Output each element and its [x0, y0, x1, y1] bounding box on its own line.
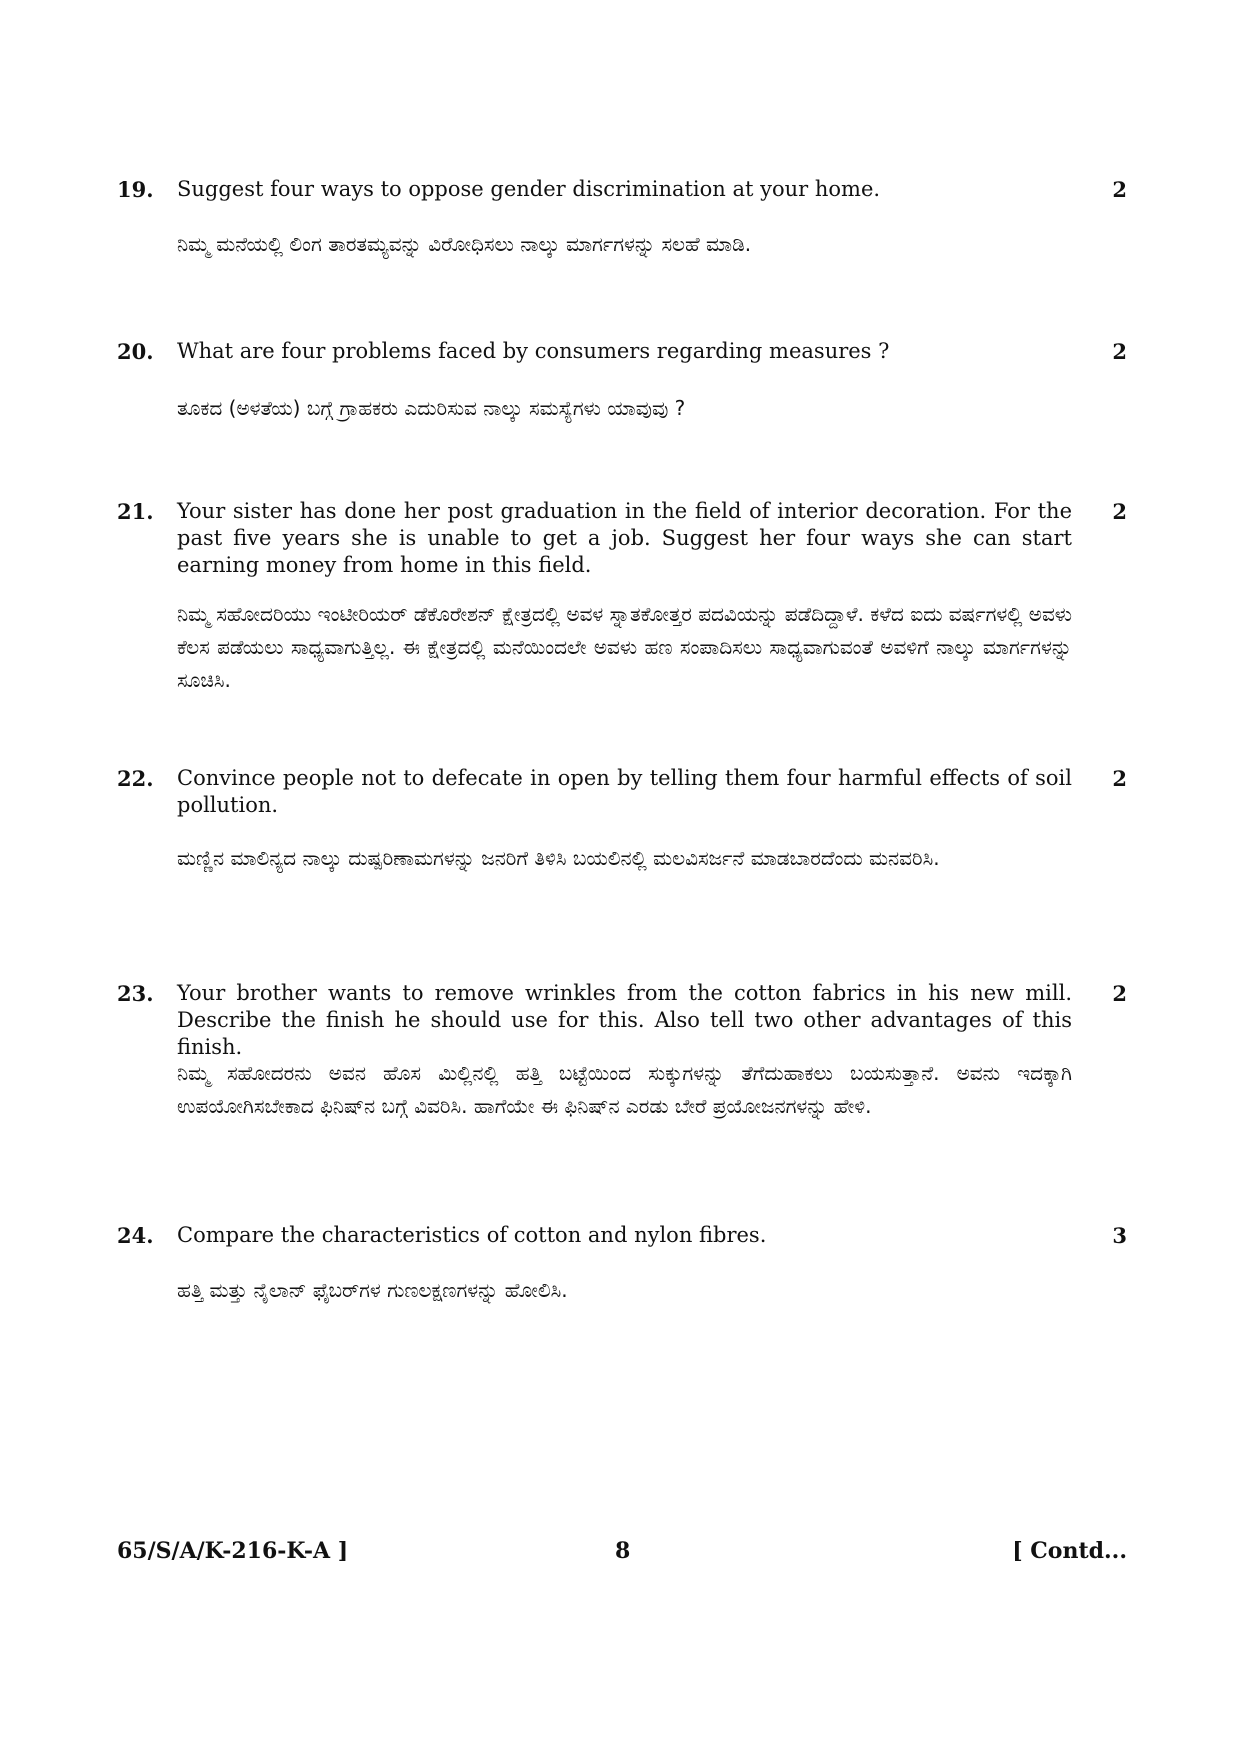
question-text-kannada: ಹತ್ತಿ ಮತ್ತು ನೈಲಾನ್ ಫೈಬರ್‌ಗಳ ಗುಣಲಕ್ಷಣಗಳನ್ನು ಹೋಲಿಸಿ. [177, 1278, 568, 1302]
question-marks: 2 [1112, 499, 1127, 524]
question-text-english: Your sister has done her post graduation in the field of interior decoration. For the past five years she is unable to get a job. Suggest her four ways she can start earning money from home in this field. [177, 499, 1072, 577]
question-marks: 3 [1112, 1223, 1127, 1248]
question-text-kannada: ನಿಮ್ಮ ಮನೆಯಲ್ಲಿ ಲಿಂಗ ತಾರತಮ್ಯವನ್ನು ವಿರೋಧಿಸಲು ನಾಲ್ಕು ಮಾರ್ಗಗಳನ್ನು ಸಲಹೆ ಮಾಡಿ. [177, 232, 752, 256]
question-marks: 2 [1112, 177, 1127, 202]
question-number: 23. [117, 981, 154, 1006]
question-text-english: Convince people not to defecate in open by telling them four harmful effects of soil pollution. [177, 766, 1072, 817]
question-text-kannada: ಮಣ್ಣಿನ ಮಾಲಿನ್ಯದ ನಾಲ್ಕು ದುಷ್ಪರಿಣಾಮಗಳನ್ನು ಜನರಿಗೆ ತಿಳಿಸಿ ಬಯಲಿನಲ್ಲಿ ಮಲವಿಸರ್ಜನೆ ಮಾಡಬಾರದೆಂದು ಮನವರಿಸಿ. [177, 846, 940, 870]
question-marks: 2 [1112, 766, 1127, 791]
continued-label: [ Contd... [1012, 1538, 1127, 1564]
question-text-kannada: ನಿಮ್ಮ ಸಹೋದರಿಯು ಇಂಟೀರಿಯರ್ ಡೆಕೊರೇಶನ್ ಕ್ಷೇತ್ರದಲ್ಲಿ ಅವಳ ಸ್ನಾತಕೋತ್ತರ ಪದವಿಯನ್ನು ಪಡೆದಿದ್ದಾಳೆ. ಕಳೆದ ಐದು ವರ್ಷಗಳಲ್ಲಿ ಅವಳು ಕೆಲಸ ಪಡೆಯಲು ಸಾಧ್ಯವಾಗುತ್ತಿಲ್ಲ. ಈ ಕ್ಷೇತ್ರದಲ್ಲಿ ಮನೆಯಿಂದಲೇ ಅವಳು ಹಣ ಸಂಪಾದಿಸಲು ಸಾಧ್ಯವಾಗುವಂತೆ ಅವಳಿಗೆ ನಾಲ್ಕು ಮಾರ್ಗಗಳನ್ನು ಸೂಚಿಸಿ. [177, 602, 1072, 692]
question-number: 24. [117, 1223, 154, 1248]
question-text-english: Compare the characteristics of cotton and nylon fibres. [177, 1223, 767, 1247]
question-number: 19. [117, 177, 154, 202]
question-text-english: Your brother wants to remove wrinkles from the cotton fabrics in his new mill. Describe the finish he should use for this. Also tell two other advantages of this finish. [177, 981, 1072, 1059]
question-marks: 2 [1112, 339, 1127, 364]
question-marks: 2 [1112, 981, 1127, 1006]
question-number: 20. [117, 339, 154, 364]
question-text-kannada: ನಿಮ್ಮ ಸಹೋದರನು ಅವನ ಹೊಸ ಮಿಲ್ಲಿನಲ್ಲಿ ಹತ್ತಿ ಬಟ್ಟೆಯಿಂದ ಸುಕ್ಕುಗಳನ್ನು ತೆಗೆದುಹಾಕಲು ಬಯಸುತ್ತಾನೆ. ಅವನು ಇದಕ್ಕಾಗಿ ಉಪಯೋಗಿಸಬೇಕಾದ ಫಿನಿಷ್‌ನ ಬಗ್ಗೆ ವಿವರಿಸಿ. ಹಾಗೆಯೇ ಈ ಫಿನಿಷ್‌ನ ಎರಡು ಬೇರೆ ಪ್ರಯೋಜನಗಳನ್ನು ಹೇಳಿ. [177, 1061, 1072, 1118]
question-number: 21. [117, 499, 154, 524]
question-text-english: What are four problems faced by consumers regarding measures ? [177, 339, 890, 363]
paper-code: 65/S/A/K-216-K-A ] [117, 1538, 349, 1564]
question-text-kannada: ತೂಕದ (ಅಳತೆಯ) ಬಗ್ಗೆ ಗ್ರಾಹಕರು ಎದುರಿಸುವ ನಾಲ್ಕು ಸಮಸ್ಯೆಗಳು ಯಾವುವು ? [177, 396, 686, 420]
page-footer [117, 1536, 1127, 1566]
page-number: 8 [615, 1538, 631, 1564]
question-text-english: Suggest four ways to oppose gender discrimination at your home. [177, 177, 881, 201]
question-number: 22. [117, 766, 154, 791]
